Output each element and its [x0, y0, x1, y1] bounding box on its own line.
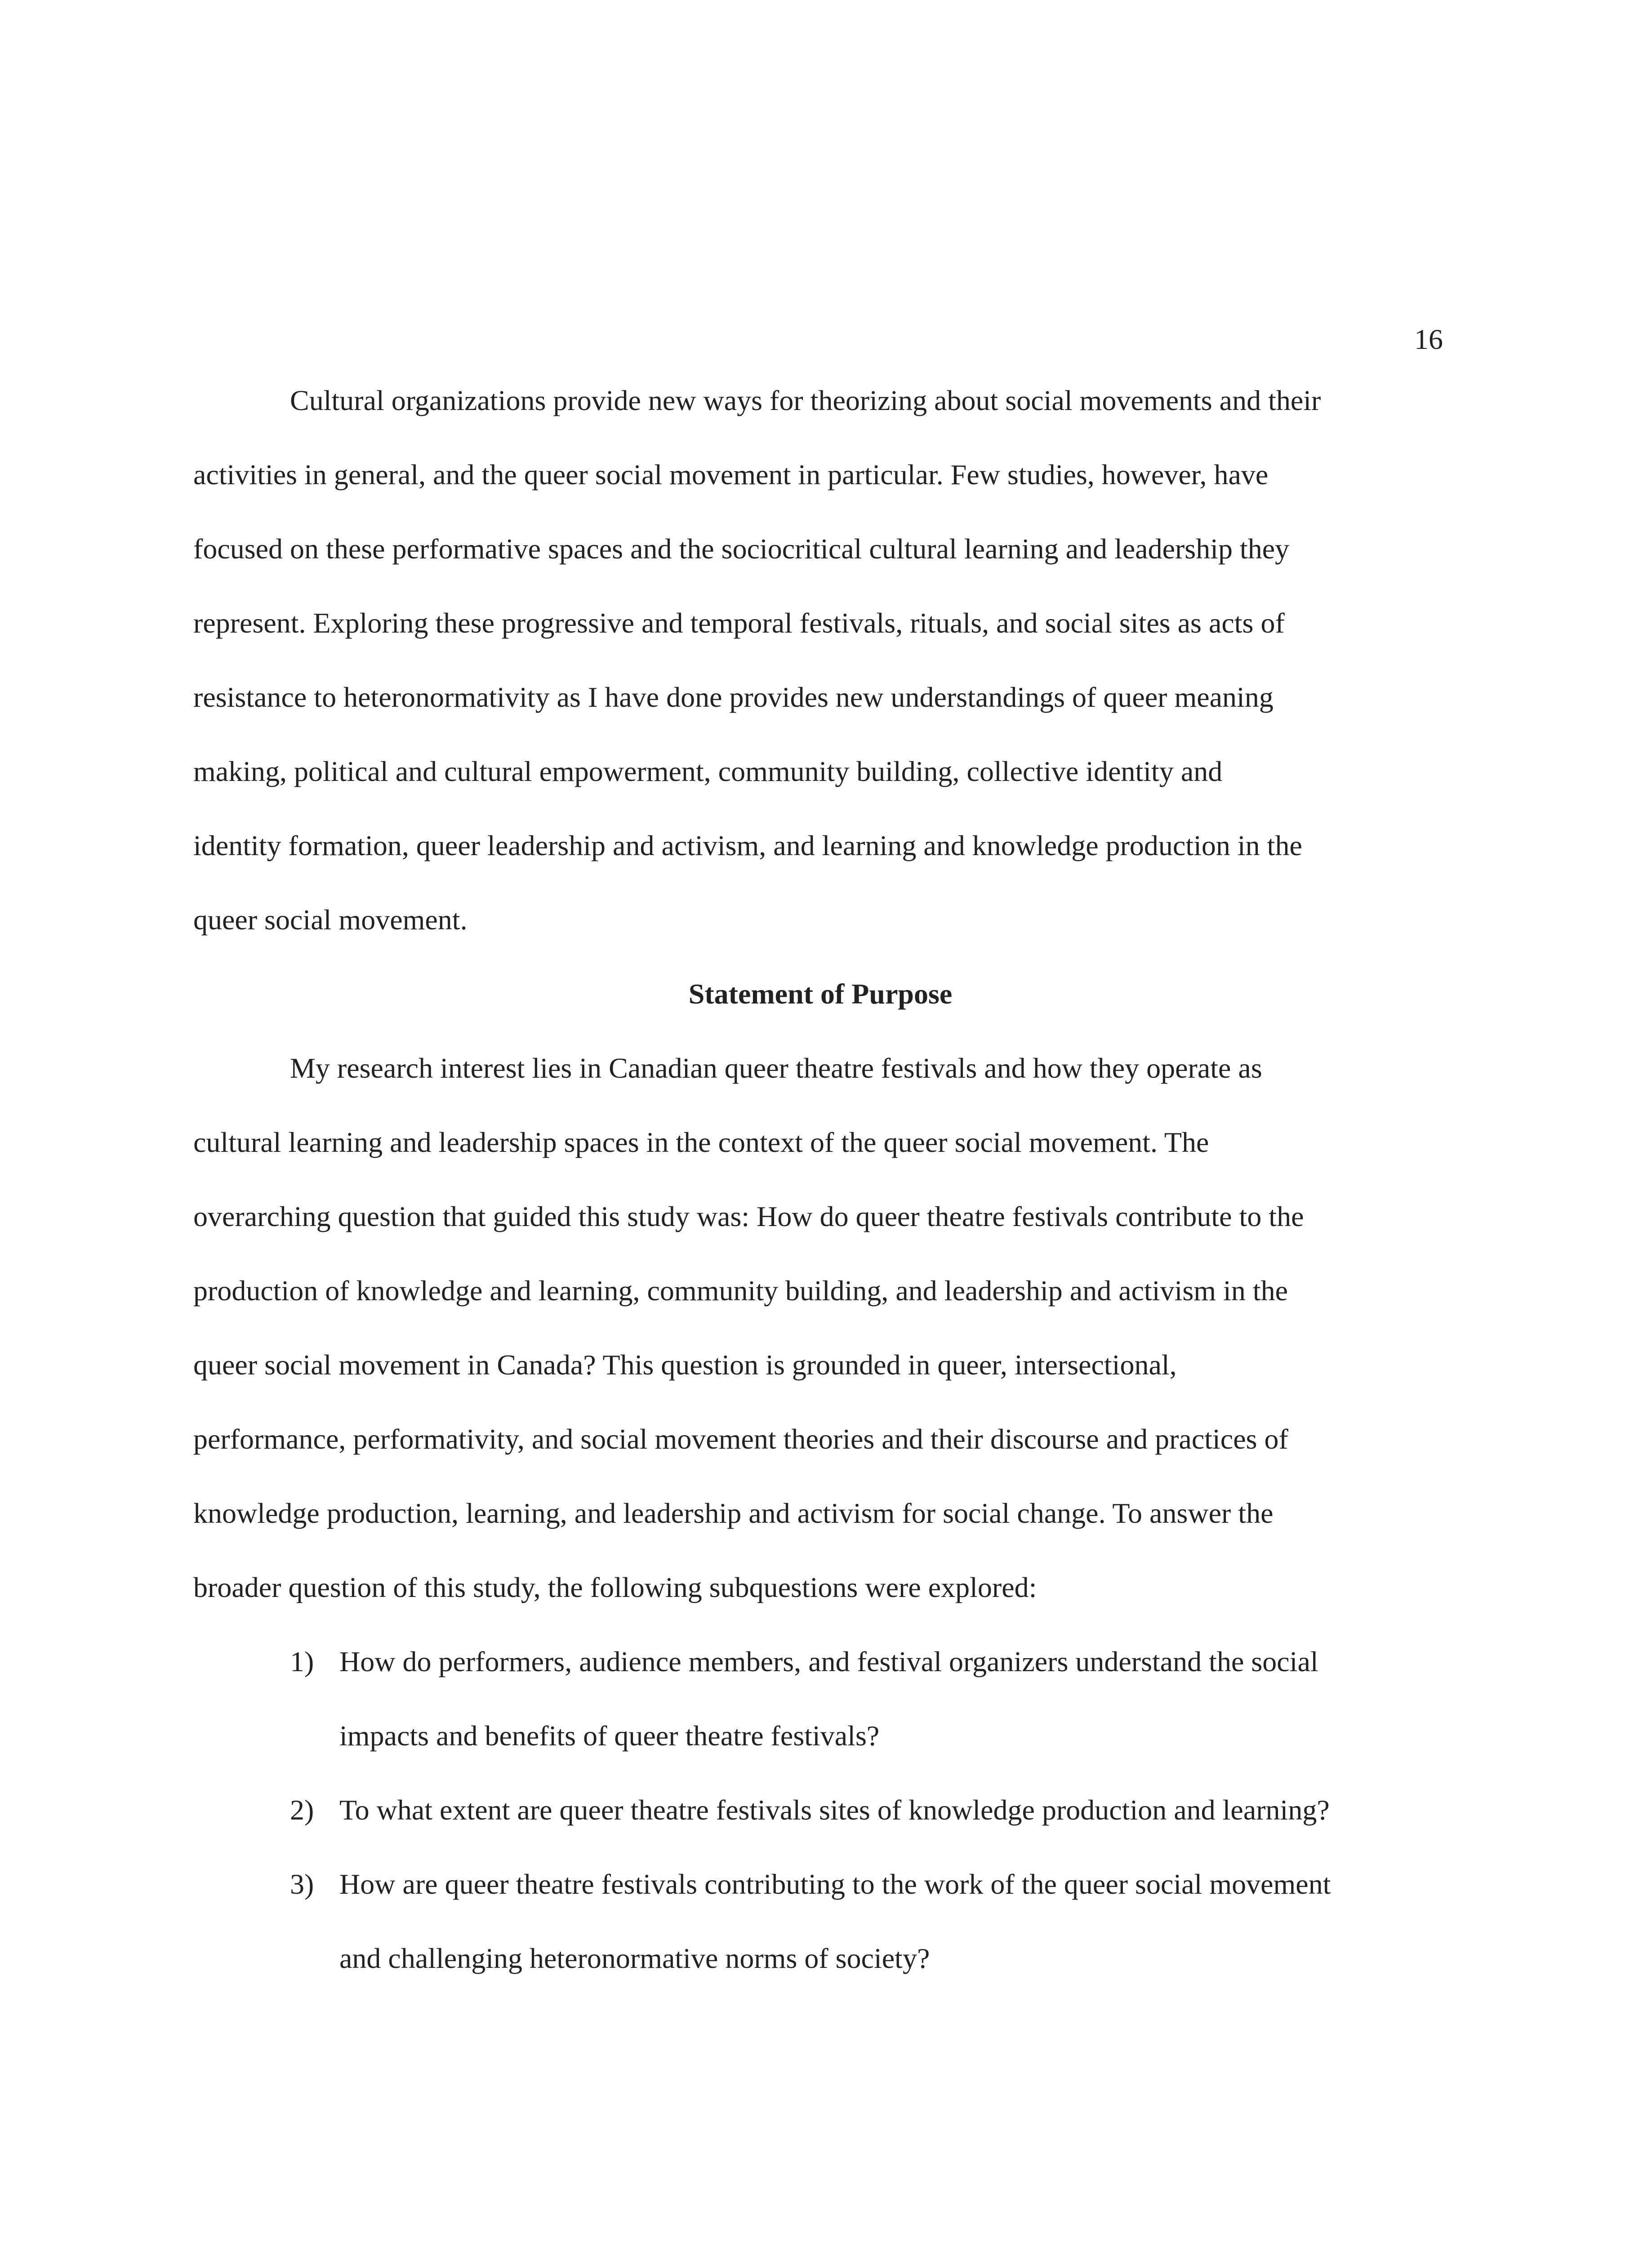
- list-item-line: How are queer theatre festivals contributing to the work of the queer social movement: [339, 1868, 1331, 1900]
- paragraph-intro: [193, 363, 1447, 957]
- paragraph-line: knowledge production, learning, and leadership and activism for social change. To answer the: [193, 1497, 1274, 1529]
- list-item: [193, 1773, 1447, 1847]
- paragraph-line: performance, performativity, and social movement theories and their discourse and practices of: [193, 1423, 1288, 1455]
- list-item: [193, 1847, 1447, 1995]
- paragraph-line: overarching question that guided this study was: How do queer theatre festivals contribute to the: [193, 1200, 1304, 1232]
- list-item-line: and challenging heteronormative norms of society?: [339, 1942, 930, 1974]
- paragraph-line: represent. Exploring these progressive and temporal festivals, rituals, and social sites as acts of: [193, 607, 1285, 639]
- list-item-number: 1): [290, 1646, 314, 1677]
- list-item-line: To what extent are queer theatre festivals sites of knowledge production and learning?: [339, 1794, 1330, 1826]
- paragraph-line: queer social movement.: [193, 904, 468, 936]
- paragraph-line: focused on these performative spaces and the sociocritical cultural learning and leadership they: [193, 533, 1290, 565]
- paragraph-line: resistance to heteronormativity as I have done provides new understandings of queer meaning: [193, 681, 1274, 713]
- list-item-number: 2): [290, 1794, 314, 1826]
- paragraph-purpose: [193, 1031, 1447, 1624]
- subquestion-list: [193, 1624, 1447, 1995]
- page-number: 16: [1414, 323, 1443, 355]
- paragraph-line: broader question of this study, the following subquestions were explored:: [193, 1571, 1037, 1603]
- paragraph-line: activities in general, and the queer social movement in particular. Few studies, however, have: [193, 459, 1269, 491]
- list-item-line: How do performers, audience members, and festival organizers understand the social: [339, 1646, 1318, 1677]
- paragraph-line: identity formation, queer leadership and activism, and learning and knowledge production in the: [193, 830, 1302, 861]
- paragraph-line: Cultural organizations provide new ways for theorizing about social movements and their: [290, 384, 1321, 416]
- section-heading: Statement of Purpose: [688, 978, 953, 1010]
- document-body: [193, 363, 1447, 1995]
- paragraph-line: production of knowledge and learning, community building, and leadership and activism in the: [193, 1275, 1288, 1307]
- paragraph-line: My research interest lies in Canadian queer theatre festivals and how they operate as: [290, 1052, 1262, 1084]
- list-item-number: 3): [290, 1868, 314, 1900]
- paragraph-line: queer social movement in Canada? This question is grounded in queer, intersectional,: [193, 1349, 1177, 1381]
- paragraph-line: making, political and cultural empowerment, community building, collective identity and: [193, 755, 1223, 787]
- list-item: [193, 1624, 1447, 1773]
- paragraph-line: cultural learning and leadership spaces in the context of the queer social movement. The: [193, 1126, 1209, 1158]
- list-item-line: impacts and benefits of queer theatre festivals?: [339, 1720, 880, 1752]
